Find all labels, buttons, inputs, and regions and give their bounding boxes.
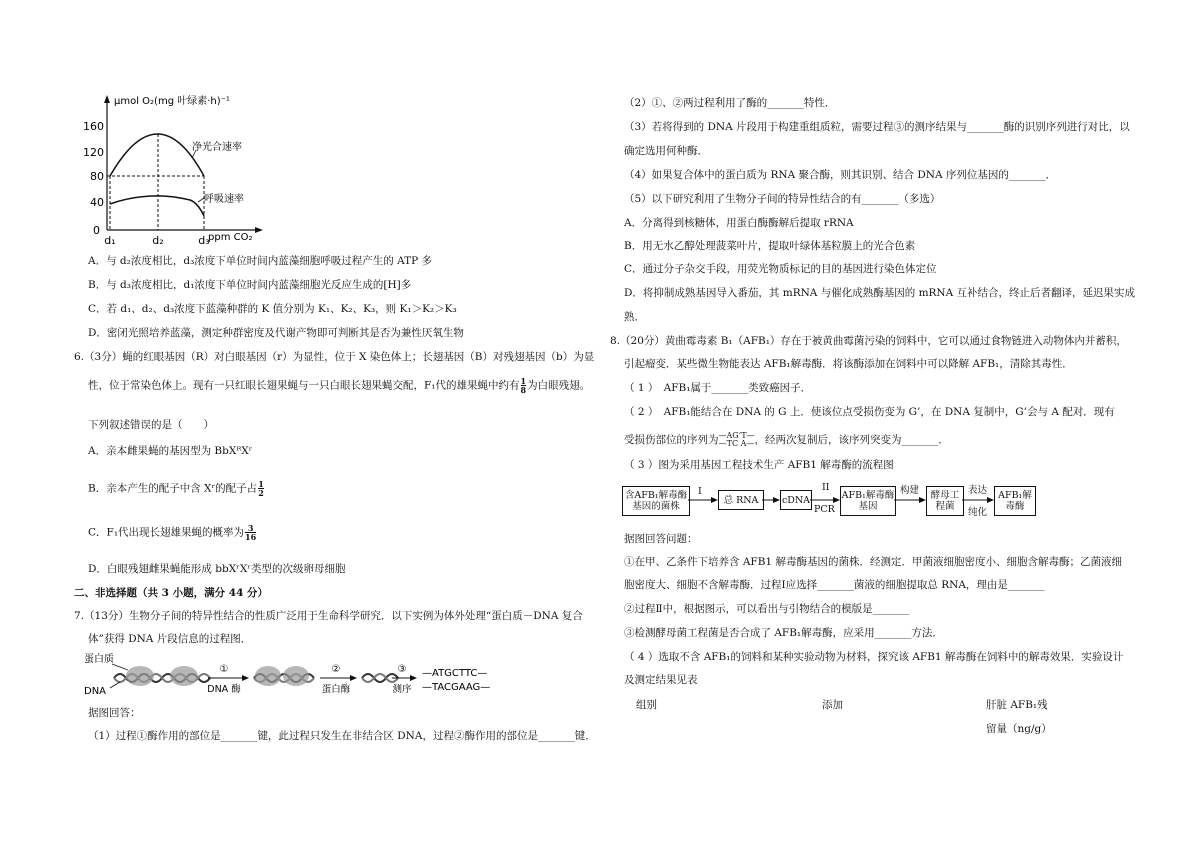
frac1-denominator: 8: [520, 385, 527, 395]
flow-arrow5-bottom: 纯化: [968, 507, 988, 518]
xtick-d2: d₂: [152, 234, 164, 247]
q7-stem-line1: 7.（13分）生物分子间的特异性结合的性质广泛用于生命科学研究．以下实例为体外处理“蛋白质－DNA 复合: [74, 610, 583, 622]
leader-protein: [112, 664, 128, 670]
step3-label: 测序: [392, 684, 412, 695]
y-axis-label: μmol O₂(mg 叶绿素·h)⁻¹: [114, 96, 230, 107]
frac2-denominator: 2: [258, 488, 264, 498]
net-photosynthesis-curve: [110, 134, 204, 176]
ytick-40: 40: [90, 196, 104, 209]
step3-num: ③: [397, 664, 407, 675]
flow-box-enzyme: AFB₁解毒酶: [994, 486, 1036, 516]
q7-sub1: （1）过程①酶作用的部位是_______键，此过程只发生在非结合区 DNA，过程②酶作用的部位是_______键．: [88, 730, 596, 742]
q6-stem-line2-a: 性，位于常染色体上。现有一只红眼长翅果蝇与一只白眼长翅果蝇交配，F₁代的雄果蝇中约有: [88, 379, 520, 392]
q7-diagram-svg: [84, 650, 504, 700]
curve-label-resp: 呼吸速率: [204, 194, 244, 205]
ytick-80: 80: [90, 170, 104, 183]
q7-prompt: 据图回答：: [88, 707, 141, 719]
arrow-step3-head: [410, 675, 417, 681]
ytick-0: 0: [93, 224, 100, 237]
flow-box-cdna: cDNA: [780, 490, 812, 510]
protein-blob-2: [170, 666, 198, 686]
protein-blob-4: [283, 666, 309, 686]
q8-sub2-line2: [624, 432, 949, 448]
fraction-three-sixteenths: [245, 524, 256, 541]
q8-prompt: 据图回答问题：: [624, 533, 698, 545]
q8-item2: ②过程Ⅱ中，根据图示，可以看出与引物结合的模版是_______: [624, 603, 910, 615]
step2-num: ②: [331, 664, 341, 675]
x-axis-arrow: [255, 227, 263, 233]
label-dna: DNA: [84, 686, 107, 697]
sequence-top: —ATGCTTC—: [422, 668, 488, 679]
q8-item3: ③检测酵母菌工程菌是否合成了 AFB₁解毒酶，应采用_______方法．: [624, 627, 943, 639]
q8-sub1: （ 1 ） AFB₁属于_______类致癌因子．: [624, 382, 812, 394]
q7-stem-line2: 体”获得 DNA 片段信息的过程图．: [88, 633, 252, 645]
damaged-seq-bottom: —TC A—: [718, 439, 755, 448]
q7-sub5-option-c: C．通过分子杂交手段，用荧光物质标记的目的基因进行染色体定位: [624, 263, 937, 275]
flow-arrow4: [894, 492, 926, 506]
step2-label: 蛋白酶: [321, 684, 351, 695]
flow-arrow2: [762, 492, 780, 506]
leader-dna: [110, 682, 120, 688]
damaged-seq-top: —AG’T—: [718, 431, 755, 440]
ytick-160: 160: [83, 120, 104, 133]
label-protein: 蛋白质: [84, 654, 114, 665]
frac2-numerator: 1: [258, 479, 264, 489]
q6-option-a: A．亲本雌果蝇的基因型为 BbXᴿXʳ: [88, 445, 253, 457]
fraction-one-half: [258, 480, 264, 497]
flow-arrow3-top: II: [822, 482, 830, 493]
q7-sub5-option-d-line2: 熟．: [624, 311, 645, 323]
xtick-d1: d₁: [104, 234, 116, 247]
step1-label: DNA 酶: [207, 684, 241, 695]
q8-sub4-line2: 及测定结果见表: [624, 674, 698, 686]
gene-engineering-flowchart: [622, 482, 1042, 522]
arrow-step1-head: [242, 675, 249, 681]
photosynthesis-chart: [80, 90, 280, 250]
q5-option-a: A．与 d₂浓度相比，d₃浓度下单位时间内蓝藻细胞呼吸过程产生的 ATP 多: [88, 255, 433, 267]
q8-sub2-line2-post: ，经两次复制后，该序列突变为_______．: [754, 434, 949, 446]
q8-sub2-line1: （ 2 ） AFB₁能结合在 DNA 的 G 上．使该位点受损伤变为 G’，在 DNA 复制中，G’会与 A 配对．现有: [624, 406, 1115, 418]
flow-arrow1-label: I: [698, 486, 702, 497]
flow-box-yeast: 酵母工程菌: [926, 486, 964, 516]
frac1-numerator: 1: [520, 376, 527, 386]
flow-arrow1: [688, 492, 718, 506]
flow-arrow5-top: 表达: [968, 485, 988, 496]
y-axis-arrow: [104, 95, 110, 103]
step1-num: ①: [219, 664, 229, 675]
flow-arrow3: [810, 492, 840, 506]
q5-option-d: D．密闭光照培养蓝藻，测定种群密度及代谢产物即可判断其是否为兼性厌氧生物: [88, 327, 464, 339]
table-header-group: 组别: [636, 699, 657, 711]
q8-sub3: （ 3 ）图为采用基因工程技术生产 AFB1 解毒酶的流程图: [624, 459, 894, 471]
q6-option-b: [88, 480, 265, 497]
curve-label-net: 净光合速率: [192, 142, 242, 153]
frac3-denominator: 16: [245, 532, 257, 542]
q6-stem-line3: 下列叙述错误的是（ ）: [88, 419, 214, 431]
q8-item1-line2: 胞密度大、细胞不含解毒酶．过程Ⅰ应选择_______菌液的细胞提取总 RNA，理由是_______: [624, 579, 1045, 591]
q6-option-c: [88, 524, 257, 541]
q8-item1-line1: ①在甲、乙条件下培养含 AFB1 解毒酶基因的菌株．经测定．甲菌液细胞密度小、细胞含解毒酶；乙菌液细: [624, 556, 1122, 568]
flow-box-total-rna: 总 RNA: [718, 490, 764, 510]
table-header-added: 添加: [822, 699, 843, 711]
q6-option-d: D．白眼残翅雌果蝇能形成 bbXʳXʳ类型的次级卵母细胞: [88, 563, 346, 575]
q8-stem-line2: 引起瘤变．某些微生物能表达 AFB₁解毒酶．将该酶添加在饲料中可以降解 AFB₁，清除其毒性．: [624, 358, 1073, 370]
x-unit: ppm CO₂: [208, 232, 253, 243]
q7-sub5-option-a: A．分离得到核糖体，用蛋白酶酶解后提取 rRNA: [624, 217, 854, 229]
fraction-one-eighth: [521, 377, 527, 394]
damaged-sequence: [719, 432, 755, 448]
arrow-step2-head: [350, 675, 357, 681]
q7-sub3-line2: 确定选用何种酶．: [624, 145, 708, 157]
protein-blob-1: [126, 666, 154, 686]
q7-sub4: （4）如果复合体中的蛋白质为 RNA 聚合酶，则其识别、结合 DNA 序列位基因的_______．: [624, 169, 1057, 181]
table-header-residue-line1: 肝脏 AFB₁残: [986, 699, 1048, 711]
flow-arrow5: [962, 492, 994, 506]
q6-stem-line2: [88, 377, 590, 394]
q6-option-b-text: B．亲本产生的配子中含 Xʳ的配子占: [88, 482, 258, 495]
q6-option-c-text: C．F₁代出现长翅雄果蝇的概率为: [88, 526, 245, 539]
q7-sub5-option-b: B．用无水乙醇处理菠菜叶片，提取叶绿体基粒膜上的光合色素: [624, 240, 916, 252]
q8-sub4-line1: （ 4 ）选取不含 AFB₁的饲料和某种实验动物为材料，探究该 AFB1 解毒酶在饲料中的解毒效果．实验设计: [624, 651, 1124, 663]
flow-arrow4-label: 构建: [900, 485, 920, 496]
q7-sub5-option-d-line1: D．将抑制成熟基因导入番茄，其 mRNA 与催化成熟酶基因的 mRNA 互补结合，终止后者翻译，延迟果实成: [624, 287, 1136, 299]
flow-arrow3-bottom: PCR: [814, 504, 835, 515]
sequence-bottom: —TACGAAG—: [422, 682, 491, 693]
q5-option-b: B．与 d₃浓度相比，d₁浓度下单位时间内蓝藻细胞光反应生成的[H]多: [88, 279, 412, 291]
q5-option-c: C．若 d₁、d₂、d₃浓度下蓝藻种群的 K 值分别为 K₁、K₂、K₃，则 K₁＞K₂＞K₃: [88, 303, 457, 315]
ytick-120: 120: [83, 146, 104, 159]
q7-sub2: （2）①、②两过程利用了酶的_______特性．: [624, 97, 836, 109]
q7-sub3-line1: （3）若将得到的 DNA 片段用于构建重组质粒，需要过程③的测序结果与_______酶的识别序列进行对比，以: [624, 121, 1130, 133]
q6-stem-line2-b: 为白眼残翅。: [527, 379, 591, 392]
xtick-d3: d₃: [198, 234, 210, 247]
q6-stem-line1: 6.（3分）蝇的红眼基因（R）对白眼基因（r）为显性，位于 X 染色体上；长翅基因（B）对残翅基因（b）为显: [74, 351, 595, 363]
protein-blob-3: [255, 666, 281, 686]
section-heading-nonchoice: 二、非选择题（共 3 小题，满分 44 分）: [74, 587, 269, 599]
flow-box-gene: AFB₁解毒酶基因: [840, 486, 896, 516]
flow-box-strain: 含AFB₁解毒酶基因的菌株: [622, 486, 690, 516]
q8-stem-line1: 8.（20分）黄曲霉毒素 B₁（AFB₁）存在于被黄曲霉菌污染的饲料中，它可以通过食物链进入动物体内并蓄积，: [610, 335, 1127, 347]
chart-svg: [80, 90, 280, 250]
q7-process-diagram: [84, 650, 504, 700]
frac3-numerator: 3: [245, 524, 256, 533]
q8-sub2-line2-pre: 受损伤部位的序列为: [624, 434, 719, 446]
q7-sub5: （5）以下研究利用了生物分子间的特异性结合的有_______（多选）: [624, 193, 941, 205]
table-header-residue-line2: 留量（ng/g）: [986, 723, 1052, 735]
respiration-curve: [110, 196, 204, 216]
